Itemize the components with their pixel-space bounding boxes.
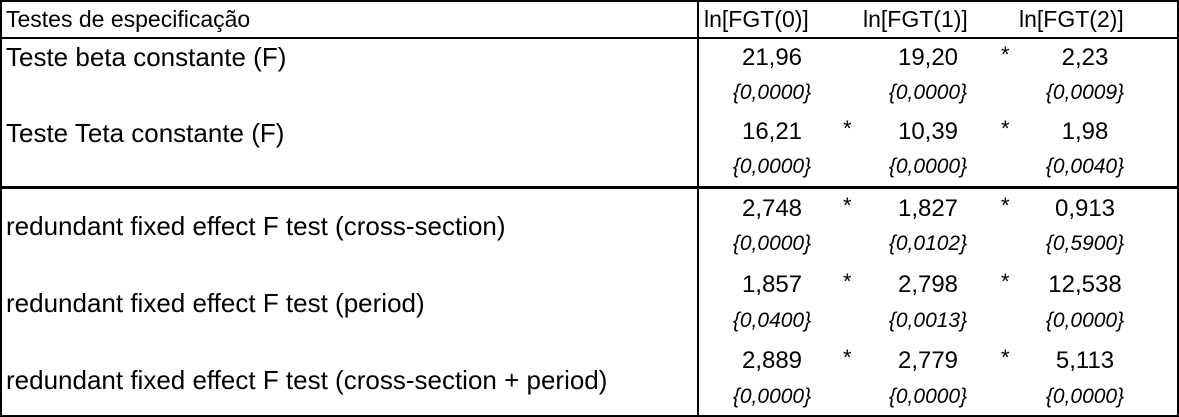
pvalue-fgt2: {0,5900}	[1045, 232, 1125, 255]
significance-star: *	[1001, 269, 1010, 294]
pvalue-fgt1: {0,0102}	[888, 232, 968, 255]
value-fgt1: 2,798	[897, 271, 959, 298]
value-fgt1: 19,20	[897, 44, 959, 71]
row-label: redundant fixed effect F test (cross-section + period)	[6, 365, 608, 395]
pvalue-fgt2: {0,0009}	[1045, 81, 1125, 104]
pvalue-fgt1: {0,0013}	[888, 309, 968, 332]
table-top-border	[0, 0, 1179, 2]
pvalue-fgt0: {0,0000}	[732, 385, 812, 408]
significance-star: *	[1001, 193, 1010, 218]
significance-star: *	[1001, 345, 1010, 370]
value-fgt0: 16,21	[741, 118, 803, 145]
section-divider	[0, 186, 1179, 189]
value-fgt1: 2,779	[897, 347, 959, 374]
value-fgt2: 1,98	[1061, 118, 1109, 145]
header-divider	[0, 37, 1179, 39]
pvalue-fgt2: {0,0000}	[1045, 385, 1125, 408]
pvalue-fgt1: {0,0000}	[888, 155, 968, 178]
pvalue-fgt0: {0,0000}	[732, 81, 812, 104]
significance-star: *	[843, 116, 852, 141]
significance-star: *	[843, 193, 852, 218]
value-fgt0: 2,748	[741, 195, 803, 222]
pvalue-fgt0: {0,0400}	[732, 309, 812, 332]
row-label: Teste beta constante (F)	[6, 42, 287, 72]
value-fgt1: 1,827	[897, 195, 959, 222]
value-fgt2: 5,113	[1055, 347, 1115, 374]
pvalue-fgt2: {0,0040}	[1045, 155, 1125, 178]
row-label: redundant fixed effect F test (period)	[6, 288, 425, 318]
value-fgt1: 10,39	[897, 118, 959, 145]
value-fgt2: 12,538	[1048, 271, 1122, 298]
value-fgt0: 1,857	[741, 271, 803, 298]
header-col-fgt2: ln[FGT(2)]	[1019, 6, 1124, 32]
pvalue-fgt1: {0,0000}	[888, 81, 968, 104]
header-col-fgt1: ln[FGT(1)]	[863, 6, 968, 32]
header-label: Testes de especificação	[6, 6, 251, 32]
value-fgt2: 0,913	[1054, 195, 1116, 222]
significance-star: *	[843, 345, 852, 370]
pvalue-fgt0: {0,0000}	[732, 155, 812, 178]
row-label: redundant fixed effect F test (cross-section)	[6, 211, 506, 241]
pvalue-fgt0: {0,0000}	[732, 232, 812, 255]
value-fgt2: 2,23	[1061, 44, 1109, 71]
row-label: Teste Teta constante (F)	[6, 118, 285, 148]
header-col-fgt0: ln[FGT(0)]	[704, 6, 809, 32]
significance-star: *	[1001, 42, 1010, 67]
pvalue-fgt2: {0,0000}	[1045, 309, 1125, 332]
value-fgt0: 2,889	[741, 347, 803, 374]
value-fgt0: 21,96	[741, 44, 803, 71]
table-left-border	[0, 0, 2, 417]
pvalue-fgt1: {0,0000}	[888, 385, 968, 408]
significance-star: *	[843, 269, 852, 294]
significance-star: *	[1001, 116, 1010, 141]
